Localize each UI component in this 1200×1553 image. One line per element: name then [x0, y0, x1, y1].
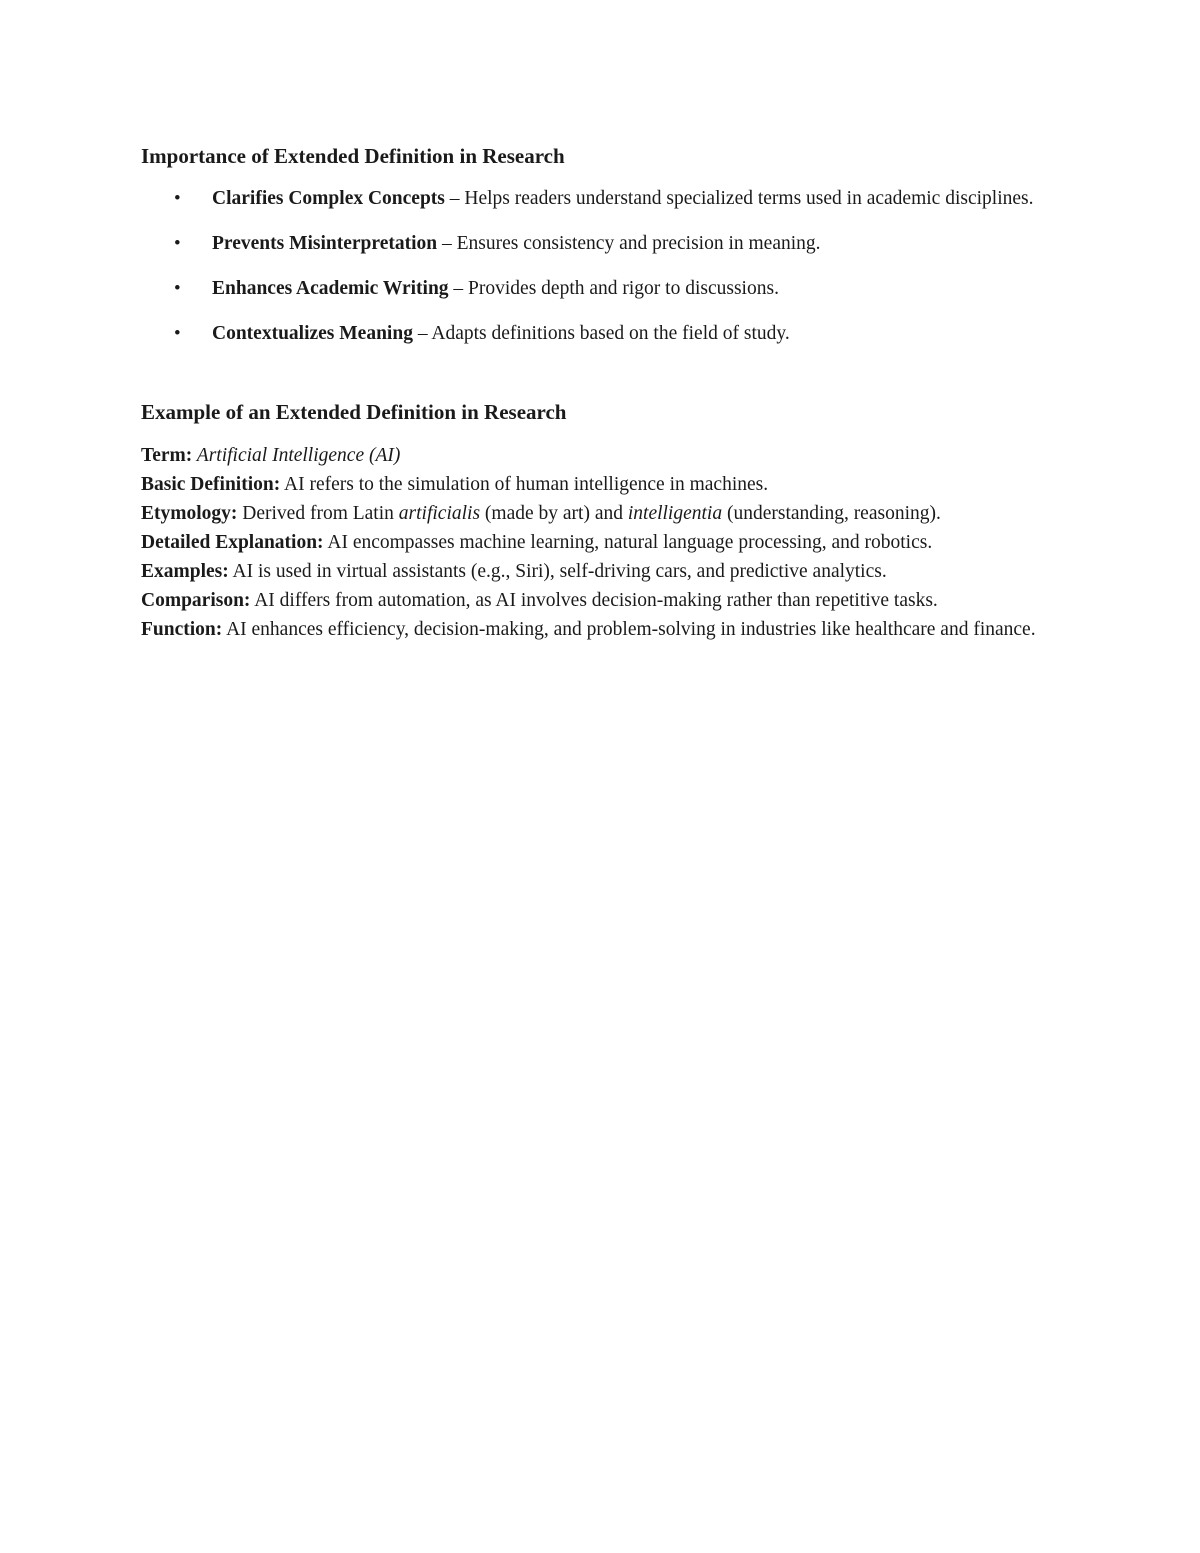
bullet-icon: •: [174, 188, 181, 209]
list-item-term: Enhances Academic Writing: [212, 278, 449, 299]
list-item-description: – Provides depth and rigor to discussions.: [448, 278, 779, 299]
list-item-term: Contextualizes Meaning: [212, 323, 413, 344]
examples-value: AI is used in virtual assistants (e.g., Siri), self-driving cars, and predictive analytics.: [228, 561, 887, 582]
list-item-description: – Helps readers understand specialized terms used in academic disciplines.: [444, 188, 1034, 209]
importance-list: [141, 184, 1061, 348]
definition-block: [141, 441, 1061, 644]
comparison-line: [141, 586, 1061, 615]
term-label: Term:: [141, 445, 193, 466]
list-item: [141, 229, 1061, 258]
etymology-label: Etymology:: [141, 503, 238, 524]
document-page: [141, 141, 1061, 644]
etymology-text: (understanding, reasoning).: [722, 503, 941, 524]
detailed-explanation-line: [141, 528, 1061, 557]
function-line: [141, 615, 1061, 644]
term-value: Artificial Intelligence (AI): [192, 445, 401, 466]
list-item-description: – Ensures consistency and precision in meaning.: [437, 233, 821, 254]
example-section: [141, 397, 1061, 644]
etymology-word-artificialis: artificialis: [398, 503, 481, 524]
list-item: [141, 319, 1061, 348]
etymology-text: (made by art) and: [480, 503, 628, 524]
detailed-explanation-value: AI encompasses machine learning, natural language processing, and robotics.: [323, 532, 933, 553]
etymology-text: Derived from Latin: [237, 503, 399, 524]
comparison-label: Comparison:: [141, 590, 251, 611]
list-item-term: Clarifies Complex Concepts: [212, 188, 445, 209]
examples-label: Examples:: [141, 561, 229, 582]
comparison-value: AI differs from automation, as AI involves decision-making rather than repetitive tasks.: [250, 590, 938, 611]
term-line: [141, 441, 1061, 470]
etymology-line: [141, 499, 1061, 528]
list-item-description: – Adapts definitions based on the field of study.: [412, 323, 790, 344]
bullet-icon: •: [174, 323, 181, 344]
etymology-word-intelligentia: intelligentia: [627, 503, 723, 524]
basic-definition-label: Basic Definition:: [141, 474, 281, 495]
basic-definition-line: [141, 470, 1061, 499]
list-item-term: Prevents Misinterpretation: [212, 233, 438, 254]
bullet-icon: •: [174, 278, 181, 299]
function-label: Function:: [141, 619, 223, 640]
detailed-explanation-label: Detailed Explanation:: [141, 532, 324, 553]
section-heading-example: Example of an Extended Definition in Research: [141, 400, 567, 424]
section-heading-importance: Importance of Extended Definition in Research: [141, 144, 565, 168]
list-item: [141, 274, 1061, 303]
bullet-icon: •: [174, 233, 181, 254]
examples-line: [141, 557, 1061, 586]
basic-definition-value: AI refers to the simulation of human intelligence in machines.: [280, 474, 769, 495]
list-item: [141, 184, 1061, 213]
function-value: AI enhances efficiency, decision-making, and problem-solving in industries like healthcare and finance.: [222, 619, 1036, 640]
